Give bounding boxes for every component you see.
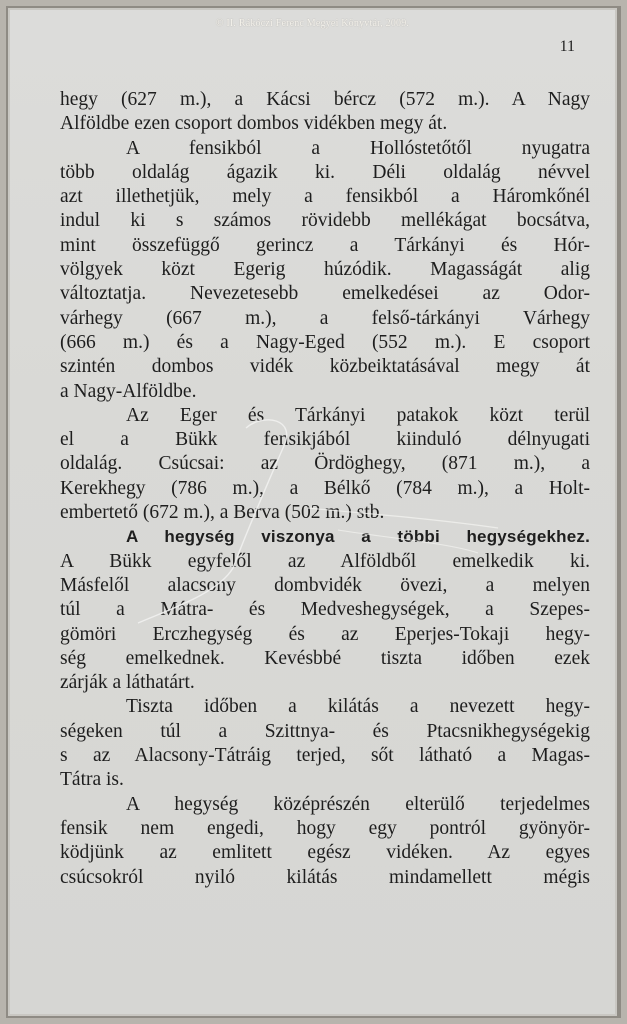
text-line: azt illethetjük, mely a fensikból a Háromkőnél [60,186,590,208]
text-line: mint összefüggő gerincz a Tárkányi és Hór- [60,234,590,256]
text-line: el a Bükk fensikjából kiinduló délnyugati [60,429,590,451]
text-line: A Bükk egyfelől az Alföldből emelkedik ki. [60,550,590,572]
text-line: hegy (627 m.), a Kácsi bércz (572 m.). A Nagy [60,89,590,110]
text-line: zárják a láthatárt. [60,672,195,694]
text-line: embertető (672 m.), a Berva (502 m.) stb. [60,502,385,524]
text-line: oldalág. Csúcsai: az Ördöghegy, (871 m.), a [60,453,590,475]
text-line: A hegység középrészén elterülő terjedelmes [126,793,590,815]
section-heading: A hegység viszonya a többi hegységekhez. [126,527,590,547]
text-line: szintén dombos vidék közbeiktatásával megy át [60,356,590,378]
text-line: indul ki s számos rövidebb mellékágat bocsátva, [60,210,590,232]
text-line: csúcsokról nyiló kilátás mindamellett mégis [60,866,590,888]
text-line: több oldalág ágazik ki. Déli oldalág névvel [60,161,590,183]
page-number: 11 [559,38,575,55]
page-text [60,88,590,890]
text-line: ködjünk az emlitett egész vidéken. Az egyes [60,842,590,864]
text-line: Az Eger és Tárkányi patakok közt terül [126,404,590,426]
text-line: változtatja. Nevezetesebb emelkedései az Odor- [60,283,590,305]
text-line: ségeken túl a Szittnya- és Ptacsnikhegységekig [60,720,590,742]
text-line: várhegy (667 m.), a felső-tárkányi Várhegy [60,307,590,329]
text-line: A fensikból a Hollóstetőtől nyugatra [126,137,590,159]
text-line: gömöri Erczhegység és az Eperjes-Tokaji hegy- [60,623,590,645]
text-line: fensik nem engedi, hogy egy pontról gyönyör- [60,817,590,839]
text-line: völgyek közt Egerig húzódik. Magasságát alig [60,259,590,281]
book-page [8,8,617,1016]
text-line: s az Alacsony-Tátráig terjed, sőt látható a Magas- [60,745,590,767]
text-line: (666 m.) és a Nagy-Eged (552 m.). E csoport [60,331,590,353]
text-line: Kerekhegy (786 m.), a Bélkő (784 m.), a Holt- [60,477,590,499]
copyright-notice: © II. Rákóczi Ferenc Megyei Könyvtár, 2009. [215,18,410,29]
text-line: a Nagy-Alföldbe. [60,380,197,402]
text-line: Tiszta időben a kilátás a nevezett hegy- [126,696,590,718]
text-line: ség emelkednek. Kevésbbé tiszta időben ezek [60,647,590,669]
text-line: Másfelől alacsony dombvidék övezi, a melyen [60,574,590,596]
text-line: Alföldbe ezen csoport dombos vidékben megy át. [60,113,448,135]
text-line: túl a Mátra- és Medveshegységek, a Szepes- [60,599,590,621]
text-line: Tátra is. [60,769,124,791]
